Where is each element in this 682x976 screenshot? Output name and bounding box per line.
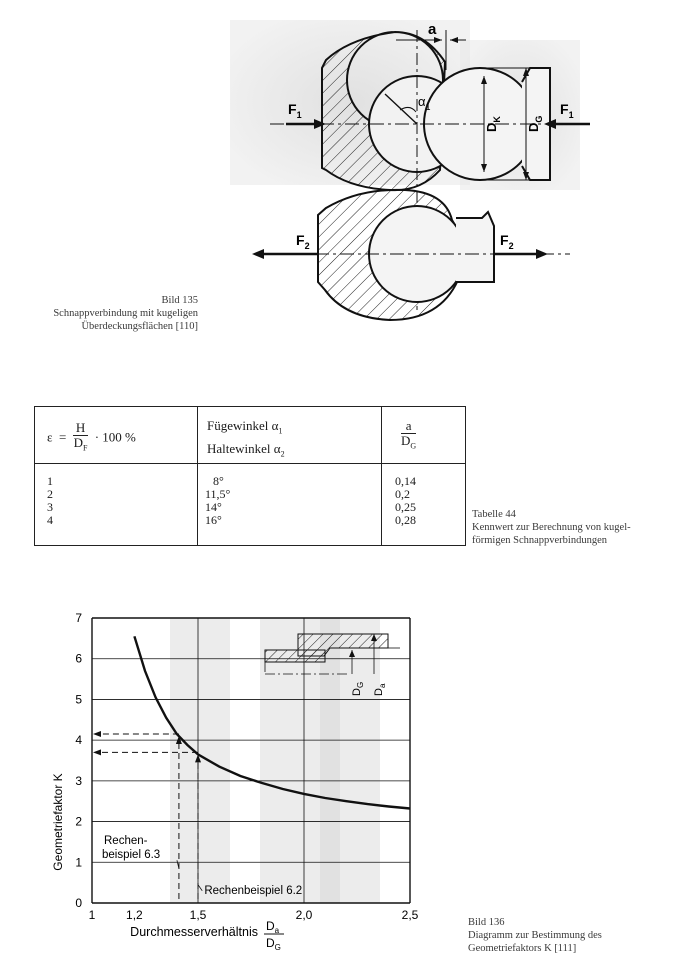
label-alpha1: $\alpha_1$ <box>418 94 431 112</box>
table-44 <box>34 406 466 546</box>
table-cell: 1 <box>47 474 53 488</box>
inset-label-da: $D_a$ <box>373 683 387 696</box>
inset-label-dg: $D_G$ <box>351 681 365 696</box>
caption-bild-135: Bild 135 Schnappverbindung mit kugeligen Überdeckungsflächen [110] <box>53 295 198 332</box>
y-tick-label: 3 <box>75 773 82 788</box>
x-tick-label: 1 <box>88 908 96 922</box>
label-f1-left: $F_1$ <box>288 101 302 120</box>
svg-text:Da: $D_a$ <box>266 919 280 935</box>
annotation-rechenbeispiel-6-2: Rechenbeispiel 6.2 <box>204 885 303 898</box>
x-axis-label: Durchmesserverhältnis <box>130 925 258 939</box>
header-ratio: $\frac{a}{D_G}$ <box>401 418 417 451</box>
table-cell: 8° <box>213 474 224 488</box>
x-axis-label-fraction <box>264 919 284 952</box>
table-cell: 2 <box>47 487 53 501</box>
label-f2-left: $F_2$ <box>296 232 310 251</box>
label-a: a <box>428 21 437 38</box>
header-angles: Fügewinkel $\alpha_1$ Haltewinkel $\alpha_2$ <box>207 418 285 459</box>
column-angle <box>205 475 230 527</box>
table-cell: 11,5° <box>205 487 231 501</box>
label-dg: $D_G$ <box>526 115 544 132</box>
y-tick-label: 1 <box>75 855 82 870</box>
table-cell: 0,2 <box>395 487 410 501</box>
table-cell: 0,25 <box>395 500 416 514</box>
y-tick-label: 5 <box>75 692 82 707</box>
table-cell: 16° <box>205 513 222 527</box>
scan-shading <box>320 618 380 903</box>
y-axis-label: Geometriefaktor K <box>51 773 65 871</box>
x-tick-label: 1,5 <box>189 908 207 922</box>
caption-tabelle-44: Tabelle 44 Kennwert zur Berechnung von kugel- förmigen Schnappverbindungen <box>472 509 631 546</box>
y-tick-label: 6 <box>75 651 82 666</box>
y-tick-label: 7 <box>75 611 82 625</box>
y-tick-label: 2 <box>75 814 82 829</box>
svg-text:DG: $D_G$ <box>266 936 281 952</box>
column-epsilon <box>47 475 53 527</box>
table-cell: 0,28 <box>395 513 416 527</box>
x-tick-label: 2,5 <box>401 908 419 922</box>
table-cell: 0,14 <box>395 474 416 488</box>
annotation-rechenbeispiel-6-3: Rechen-beispiel 6.3 <box>102 834 161 861</box>
caption-bild-136: Bild 136 Diagramm zur Bestimmung des Geometriefaktors K [111] <box>468 917 602 954</box>
table-cell: 3 <box>47 500 53 514</box>
label-f1-right: $F_1$ <box>560 101 574 120</box>
x-tick-label: 1,2 <box>126 908 143 922</box>
header-epsilon: ε = $\frac{H}{D_F}$ · 100 % <box>47 420 136 453</box>
label-f2-right: $F_2$ <box>500 232 514 251</box>
figure-135-drawing <box>230 20 610 330</box>
table-cell: 4 <box>47 513 53 527</box>
table-cell: 14° <box>205 500 222 514</box>
geometry-factor-chart <box>40 600 440 970</box>
label-dk: $D_K$ <box>484 116 502 132</box>
y-tick-label: 0 <box>75 896 82 910</box>
y-tick-label: 4 <box>75 733 82 748</box>
socket-bottom <box>318 190 494 320</box>
column-ratio <box>395 475 416 527</box>
x-tick-label: 2,0 <box>295 908 313 922</box>
